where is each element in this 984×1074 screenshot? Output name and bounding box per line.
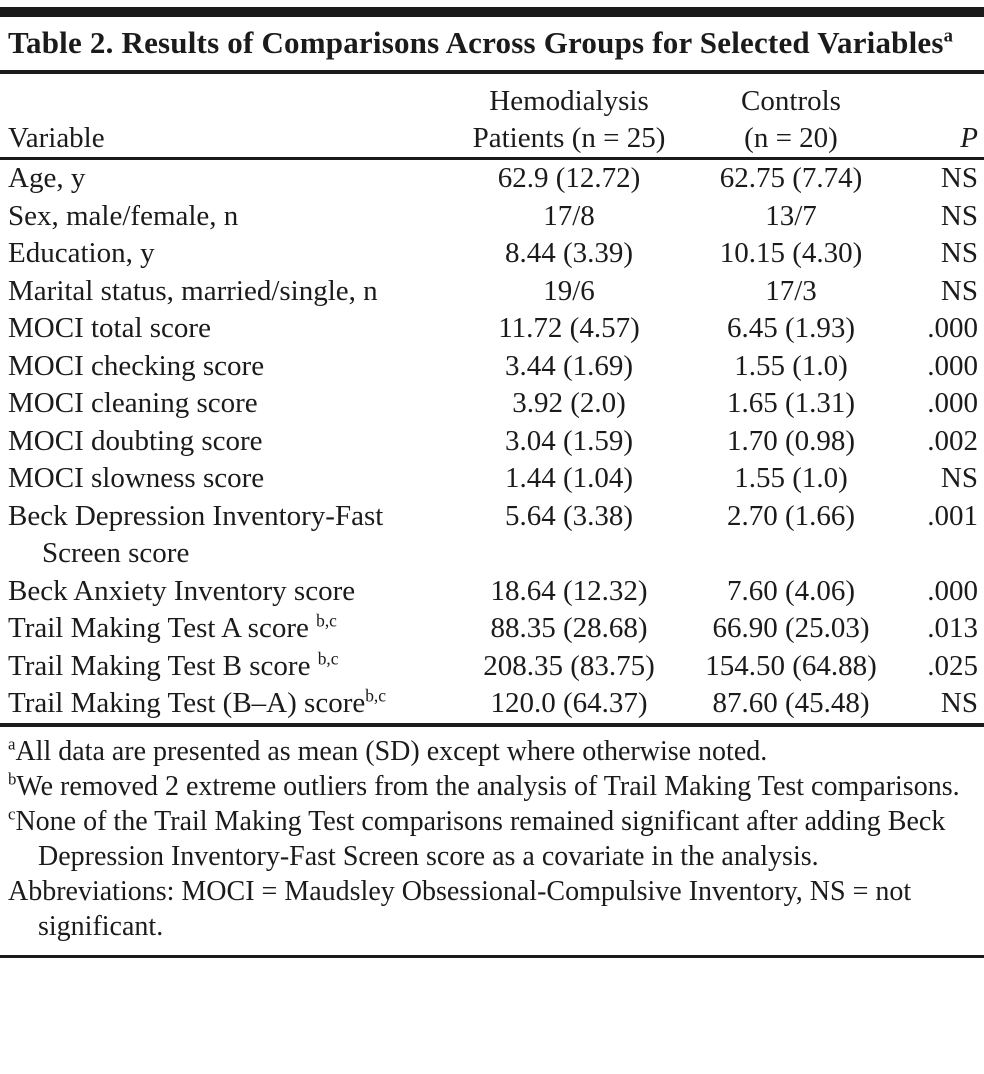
- table-top-rule: [0, 7, 984, 17]
- cell-p-value: .025: [927, 649, 978, 682]
- footnote-text: None of the Trail Making Test comparisons remained significant after adding Beck Depression Inventory-Fast Screen score as a covariate in the analysis.: [15, 805, 946, 872]
- cell-p-value: NS: [940, 237, 978, 269]
- cell-variable: [8, 235, 445, 273]
- cell-variable: [8, 385, 445, 423]
- header-hemodialysis-line2: Patients (n = 25): [472, 122, 666, 154]
- cell-hemodialysis-value: 62.9 (12.72): [497, 162, 641, 194]
- footnote-text: All data are presented as mean (SD) except where otherwise noted.: [15, 735, 768, 767]
- variable-label: Trail Making Test B score: [8, 649, 318, 682]
- cell-controls-value: 6.45 (1.93): [726, 312, 856, 344]
- variable-label: Marital status, married/single, n: [8, 274, 378, 307]
- table-row: [0, 498, 984, 573]
- table-row: [0, 385, 984, 423]
- cell-p-value: .000: [927, 387, 978, 419]
- cell-p-value: NS: [940, 162, 978, 194]
- cell-p-value: NS: [940, 462, 978, 494]
- cell-controls-value: 1.65 (1.31): [726, 387, 856, 419]
- header-variable: Variable: [8, 122, 105, 154]
- cell-controls-value: 1.55 (1.0): [734, 349, 848, 382]
- footnote-marker: b,c: [316, 610, 337, 631]
- cell-hemodialysis-value: 208.35 (83.75): [483, 649, 655, 682]
- table-row: [0, 685, 984, 723]
- cell-variable: [8, 685, 445, 723]
- table-row: [0, 273, 984, 311]
- cell-controls-value: 62.75 (7.74): [719, 162, 863, 194]
- footnote-marker: b: [8, 769, 17, 789]
- variable-label: Sex, male/female, n: [8, 199, 239, 232]
- footnote-b: [8, 769, 974, 804]
- cell-variable: [8, 648, 445, 686]
- variable-label: Education, y: [8, 237, 155, 269]
- variable-label: MOCI cleaning score: [8, 387, 258, 419]
- cell-controls-value: 66.90 (25.03): [712, 612, 870, 644]
- cell-hemodialysis-value: 18.64 (12.32): [490, 574, 648, 607]
- footnote-text: Abbreviations: MOCI = Maudsley Obsessional-Compulsive Inventory, NS = not significant.: [8, 875, 912, 942]
- table-row: [0, 348, 984, 386]
- cell-controls-value: 17/3: [765, 274, 817, 307]
- cell-controls-value: 1.55 (1.0): [734, 462, 848, 494]
- footnote-marker: a: [8, 734, 16, 754]
- table-row: [0, 648, 984, 686]
- footnote-abbreviations: [8, 874, 974, 944]
- table-title-footnote-marker: a: [943, 25, 954, 47]
- cell-variable: [8, 198, 445, 236]
- cell-variable: [8, 348, 445, 386]
- footnote-c: [8, 804, 974, 874]
- cell-hemodialysis-value: 88.35 (28.68): [490, 612, 648, 644]
- footnote-marker: b,c: [365, 685, 386, 706]
- table-row: [0, 610, 984, 648]
- variable-label: Trail Making Test (B–A) score: [8, 687, 366, 719]
- variable-label: MOCI doubting score: [8, 424, 263, 457]
- cell-hemodialysis-value: 8.44 (3.39): [504, 237, 634, 269]
- table-bottom-rule: [0, 955, 984, 958]
- footnote-a: [8, 734, 974, 769]
- variable-label: MOCI checking score: [8, 349, 265, 382]
- cell-controls-value: 2.70 (1.66): [726, 499, 856, 532]
- table-row: [0, 310, 984, 348]
- cell-variable: [8, 273, 445, 311]
- cell-p-value: .002: [927, 424, 978, 457]
- header-controls-line2: (n = 20): [744, 122, 838, 154]
- cell-variable: [8, 610, 445, 648]
- cell-hemodialysis-value: 3.04 (1.59): [504, 424, 634, 457]
- table-title: [0, 17, 984, 70]
- cell-hemodialysis-value: 11.72 (4.57): [498, 312, 640, 344]
- cell-controls-value: 13/7: [765, 199, 817, 232]
- table-row: [0, 423, 984, 461]
- cell-p-value: .000: [927, 349, 978, 382]
- table-header-row: [0, 74, 984, 157]
- footnote-marker: b,c: [317, 647, 339, 668]
- cell-hemodialysis-value: 5.64 (3.38): [504, 499, 634, 532]
- cell-hemodialysis-value: 3.92 (2.0): [512, 387, 626, 419]
- variable-label: Trail Making Test A score: [8, 612, 317, 644]
- table-body: [0, 160, 984, 723]
- table-footnotes: [0, 727, 984, 953]
- cell-controls-value: 154.50 (64.88): [705, 649, 877, 682]
- variable-label: MOCI total score: [8, 312, 211, 344]
- cell-p-value: NS: [940, 274, 978, 307]
- variable-label: Age, y: [8, 162, 86, 194]
- cell-p-value: NS: [940, 687, 978, 719]
- cell-variable: [8, 573, 445, 611]
- footnote-text: We removed 2 extreme outliers from the analysis of Trail Making Test comparisons.: [16, 770, 960, 802]
- cell-hemodialysis-value: 19/6: [543, 274, 595, 307]
- cell-p-value: .001: [927, 499, 978, 532]
- cell-hemodialysis-value: 120.0 (64.37): [490, 687, 648, 719]
- variable-label-line2: Screen score: [42, 537, 190, 569]
- table-row: [0, 573, 984, 611]
- table-title-text: Table 2. Results of Comparisons Across Groups for Selected Variables: [8, 25, 944, 60]
- header-controls: [693, 83, 889, 157]
- cell-hemodialysis-value: 17/8: [543, 199, 595, 232]
- table-row: [0, 160, 984, 198]
- cell-hemodialysis-value: 1.44 (1.04): [504, 462, 634, 494]
- header-hemodialysis-patients: [445, 83, 693, 157]
- footnote-marker: c: [8, 804, 16, 824]
- variable-label: Beck Anxiety Inventory score: [8, 574, 356, 607]
- cell-controls-value: 7.60 (4.06): [726, 574, 856, 607]
- header-p-value: P: [960, 122, 978, 154]
- cell-controls-value: 87.60 (45.48): [712, 687, 870, 719]
- cell-variable: [8, 423, 445, 461]
- cell-p-value: .013: [927, 612, 978, 644]
- table-row: [0, 235, 984, 273]
- cell-variable: [8, 160, 445, 198]
- header-hemodialysis-line1: Hemodialysis: [489, 85, 649, 117]
- cell-p-value: NS: [940, 199, 978, 232]
- cell-variable: [8, 310, 445, 348]
- cell-controls-value: 10.15 (4.30): [719, 237, 863, 269]
- cell-controls-value: 1.70 (0.98): [726, 424, 856, 457]
- variable-label: Beck Depression Inventory-Fast: [8, 499, 384, 532]
- cell-variable: [8, 498, 445, 573]
- table-row: [0, 460, 984, 498]
- cell-hemodialysis-value: 3.44 (1.69): [504, 349, 634, 382]
- cell-p-value: .000: [927, 312, 978, 344]
- table-row: [0, 198, 984, 236]
- header-controls-line1: Controls: [741, 85, 841, 117]
- cell-variable: [8, 460, 445, 498]
- variable-label: MOCI slowness score: [8, 462, 265, 494]
- cell-p-value: .000: [927, 574, 978, 607]
